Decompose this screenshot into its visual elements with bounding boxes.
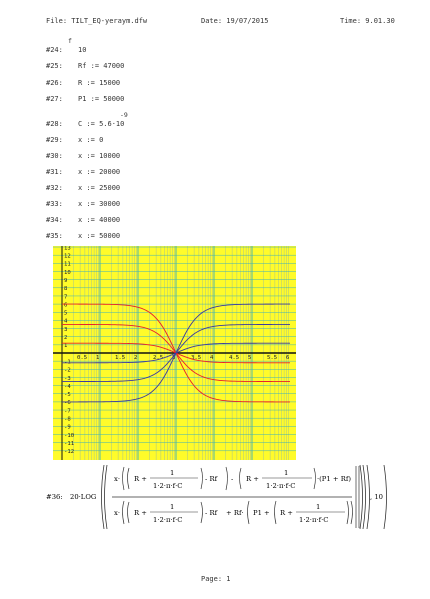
- expression-line: [46, 152, 120, 160]
- svg-text:1·2·π·f·C: 1·2·π·f·C: [299, 516, 329, 524]
- y-tick-label: 3: [64, 326, 68, 333]
- x-tick-label: 1.5: [115, 355, 126, 361]
- svg-text:R +: R +: [134, 475, 147, 483]
- formula-suffix: , 10: [370, 493, 383, 501]
- line-label: #25:: [46, 62, 63, 70]
- svg-text:R +: R +: [134, 509, 147, 517]
- svg-text:1: 1: [316, 503, 321, 511]
- line-label: #26:: [46, 79, 63, 87]
- expression-line: [46, 184, 120, 192]
- svg-text:- Rf: - Rf: [205, 509, 218, 517]
- y-tick-label: 6: [64, 302, 68, 309]
- line-label: #35:: [46, 232, 63, 240]
- svg-text:- Rf: - Rf: [205, 475, 218, 483]
- y-tick-label: 4: [64, 318, 68, 325]
- y-tick-label: 5: [64, 310, 68, 317]
- line-expression: x := 25000: [78, 184, 121, 192]
- y-tick-label: -5: [64, 392, 71, 399]
- formula-36: [0, 460, 430, 540]
- page-number: Page: 1: [201, 575, 231, 583]
- y-tick-label: -10: [64, 432, 75, 439]
- y-tick-label: 8: [64, 286, 68, 293]
- x-tick-label: 4.5: [229, 355, 240, 361]
- line-label: #24:: [46, 46, 63, 54]
- formula-prefix: 20·LOG: [70, 493, 97, 501]
- svg-text:R +: R +: [280, 509, 293, 517]
- svg-text:1·2·π·f·C: 1·2·π·f·C: [153, 482, 183, 490]
- svg-text:+ Rf·: + Rf·: [226, 509, 244, 517]
- line-expression: P1 := 50000: [78, 95, 125, 103]
- y-tick-label: 11: [64, 261, 71, 268]
- formula-label: #36:: [46, 493, 63, 501]
- svg-text:-: -: [231, 475, 234, 483]
- svg-text:·(P1 + Rf): ·(P1 + Rf): [317, 475, 352, 483]
- y-tick-label: 12: [64, 253, 71, 260]
- svg-text:1: 1: [170, 503, 175, 511]
- expression-line: [46, 62, 124, 70]
- y-tick-label: -12: [64, 449, 75, 456]
- line-expression: C := 5.6·10: [78, 120, 125, 128]
- numerator: [114, 467, 351, 490]
- y-tick-label: 10: [64, 269, 71, 276]
- y-tick-label: -4: [64, 383, 71, 390]
- x-tick-label: 1: [96, 355, 100, 361]
- y-tick-label: -3: [64, 375, 71, 382]
- x-tick-label: 5: [248, 355, 252, 361]
- svg-text:x·: x·: [114, 475, 120, 483]
- y-tick-label: -6: [64, 400, 71, 407]
- svg-text:1·2·π·f·C: 1·2·π·f·C: [266, 482, 296, 490]
- file-time: Time: 9.01.30: [340, 17, 395, 25]
- x-tick-label: 3.5: [191, 355, 202, 361]
- svg-text:P1 +: P1 +: [253, 509, 270, 517]
- expression-line: [46, 46, 86, 54]
- y-tick-label: -8: [64, 416, 71, 423]
- svg-text:1: 1: [284, 469, 289, 477]
- file-date: Date: 19/07/2015: [201, 17, 269, 25]
- y-tick-label: -11: [64, 440, 75, 447]
- line-label: #27:: [46, 95, 63, 103]
- expression-line: [46, 136, 103, 144]
- x-tick-label: 2: [134, 355, 138, 361]
- plot-window: [53, 246, 296, 460]
- svg-text:1: 1: [170, 469, 175, 477]
- y-tick-label: -7: [64, 408, 71, 415]
- line-label: #29:: [46, 136, 63, 144]
- line-expression: x := 10000: [78, 152, 121, 160]
- line-expression: Rf := 47000: [78, 62, 125, 70]
- y-tick-label: 7: [64, 294, 68, 301]
- line-expression: x := 50000: [78, 232, 121, 240]
- svg-text:R +: R +: [246, 475, 259, 483]
- expression-line: [46, 120, 124, 128]
- expression-line: [46, 168, 120, 176]
- x-tick-label: 0.5: [77, 355, 88, 361]
- y-tick-label: -9: [64, 424, 71, 431]
- line-expression: x := 20000: [78, 168, 121, 176]
- line-expression: x := 0: [78, 136, 104, 144]
- x-tick-label: 4: [210, 355, 214, 361]
- line-label: #32:: [46, 184, 63, 192]
- y-tick-label: 2: [64, 335, 68, 341]
- line-expression: x := 40000: [78, 216, 121, 224]
- x-tick-label: 3: [172, 355, 176, 361]
- line-label: #31:: [46, 168, 63, 176]
- y-tick-label: 13: [64, 246, 71, 252]
- line-superscript: -9: [120, 111, 128, 119]
- y-tick-label: 9: [64, 277, 68, 284]
- expression-line: [46, 200, 120, 208]
- svg-text:1·2·π·f·C: 1·2·π·f·C: [153, 516, 183, 524]
- line-expression: 10: [78, 46, 87, 54]
- y-tick-label: -2: [64, 367, 71, 374]
- x-tick-label: 5.5: [267, 355, 278, 361]
- y-tick-label: 1: [64, 343, 68, 350]
- line-label: #34:: [46, 216, 63, 224]
- line-label: #30:: [46, 152, 63, 160]
- denominator: [114, 501, 353, 524]
- expression-line: [46, 232, 120, 240]
- file-name: File: TILT_EQ-yeraym.dfw: [46, 17, 148, 25]
- expression-line: [46, 216, 120, 224]
- line-superscript: f: [68, 37, 72, 45]
- y-tick-label: -1: [64, 359, 71, 366]
- svg-text:x·: x·: [114, 509, 120, 517]
- x-tick-label: 6: [286, 355, 290, 361]
- expression-line: [46, 79, 120, 87]
- line-label: #33:: [46, 200, 63, 208]
- line-label: #28:: [46, 120, 63, 128]
- x-tick-label: 2.5: [153, 355, 164, 361]
- line-expression: x := 30000: [78, 200, 121, 208]
- expression-line: [46, 95, 124, 103]
- line-expression: R := 15000: [78, 79, 121, 87]
